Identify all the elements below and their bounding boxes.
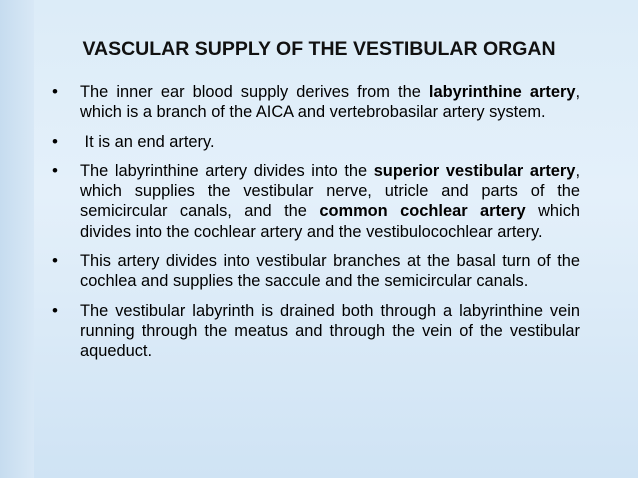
left-decorative-stripe <box>0 0 34 478</box>
bullet-bold-term: common cochlear artery <box>319 202 526 221</box>
bullet-text: The vestibular labyrinth is drained both through a labyrinthine vein running through the meatus and through the vein of the vestibular aqueduct. <box>80 301 580 361</box>
bullet-dot-icon: • <box>52 82 58 101</box>
bullet-text: The inner ear blood supply derives from the <box>80 83 429 101</box>
slide-title: VASCULAR SUPPLY OF THE VESTIBULAR ORGAN <box>82 38 556 60</box>
bullet-item-drainage <box>52 301 580 362</box>
bullet-dot-icon: • <box>52 300 58 320</box>
bullet-dot-icon: • <box>52 251 58 271</box>
bullet-dot-icon: • <box>52 131 58 151</box>
bullet-text: The labyrinthine artery divides into the <box>80 161 374 180</box>
bullet-text: It is an end artery. <box>80 132 215 151</box>
bullet-text: This artery divides into vestibular branches at the basal turn of the cochlea and supplies the saccule and the semicircular canals. <box>80 252 580 291</box>
bullet-item-end-artery <box>52 132 580 152</box>
bullet-bold-term: superior vestibular artery <box>373 161 576 180</box>
bullet-list <box>52 82 580 371</box>
bullet-item-blood-supply <box>52 82 580 123</box>
bullet-text: which divides into the cochlear artery and the vestibulocochlear artery. <box>80 202 581 241</box>
bullet-bold-term: labyrinthine artery <box>428 83 576 101</box>
bullet-item-vestibular-branches <box>52 251 580 292</box>
bullet-text: , which supplies the vestibular nerve, utricle and parts of the semicircular canals, and the <box>80 161 580 221</box>
bullet-item-divisions <box>52 161 580 242</box>
bullet-text: , which is a branch of the AICA and vertebrobasilar artery system. <box>80 83 581 122</box>
bullet-dot-icon: • <box>52 160 58 180</box>
